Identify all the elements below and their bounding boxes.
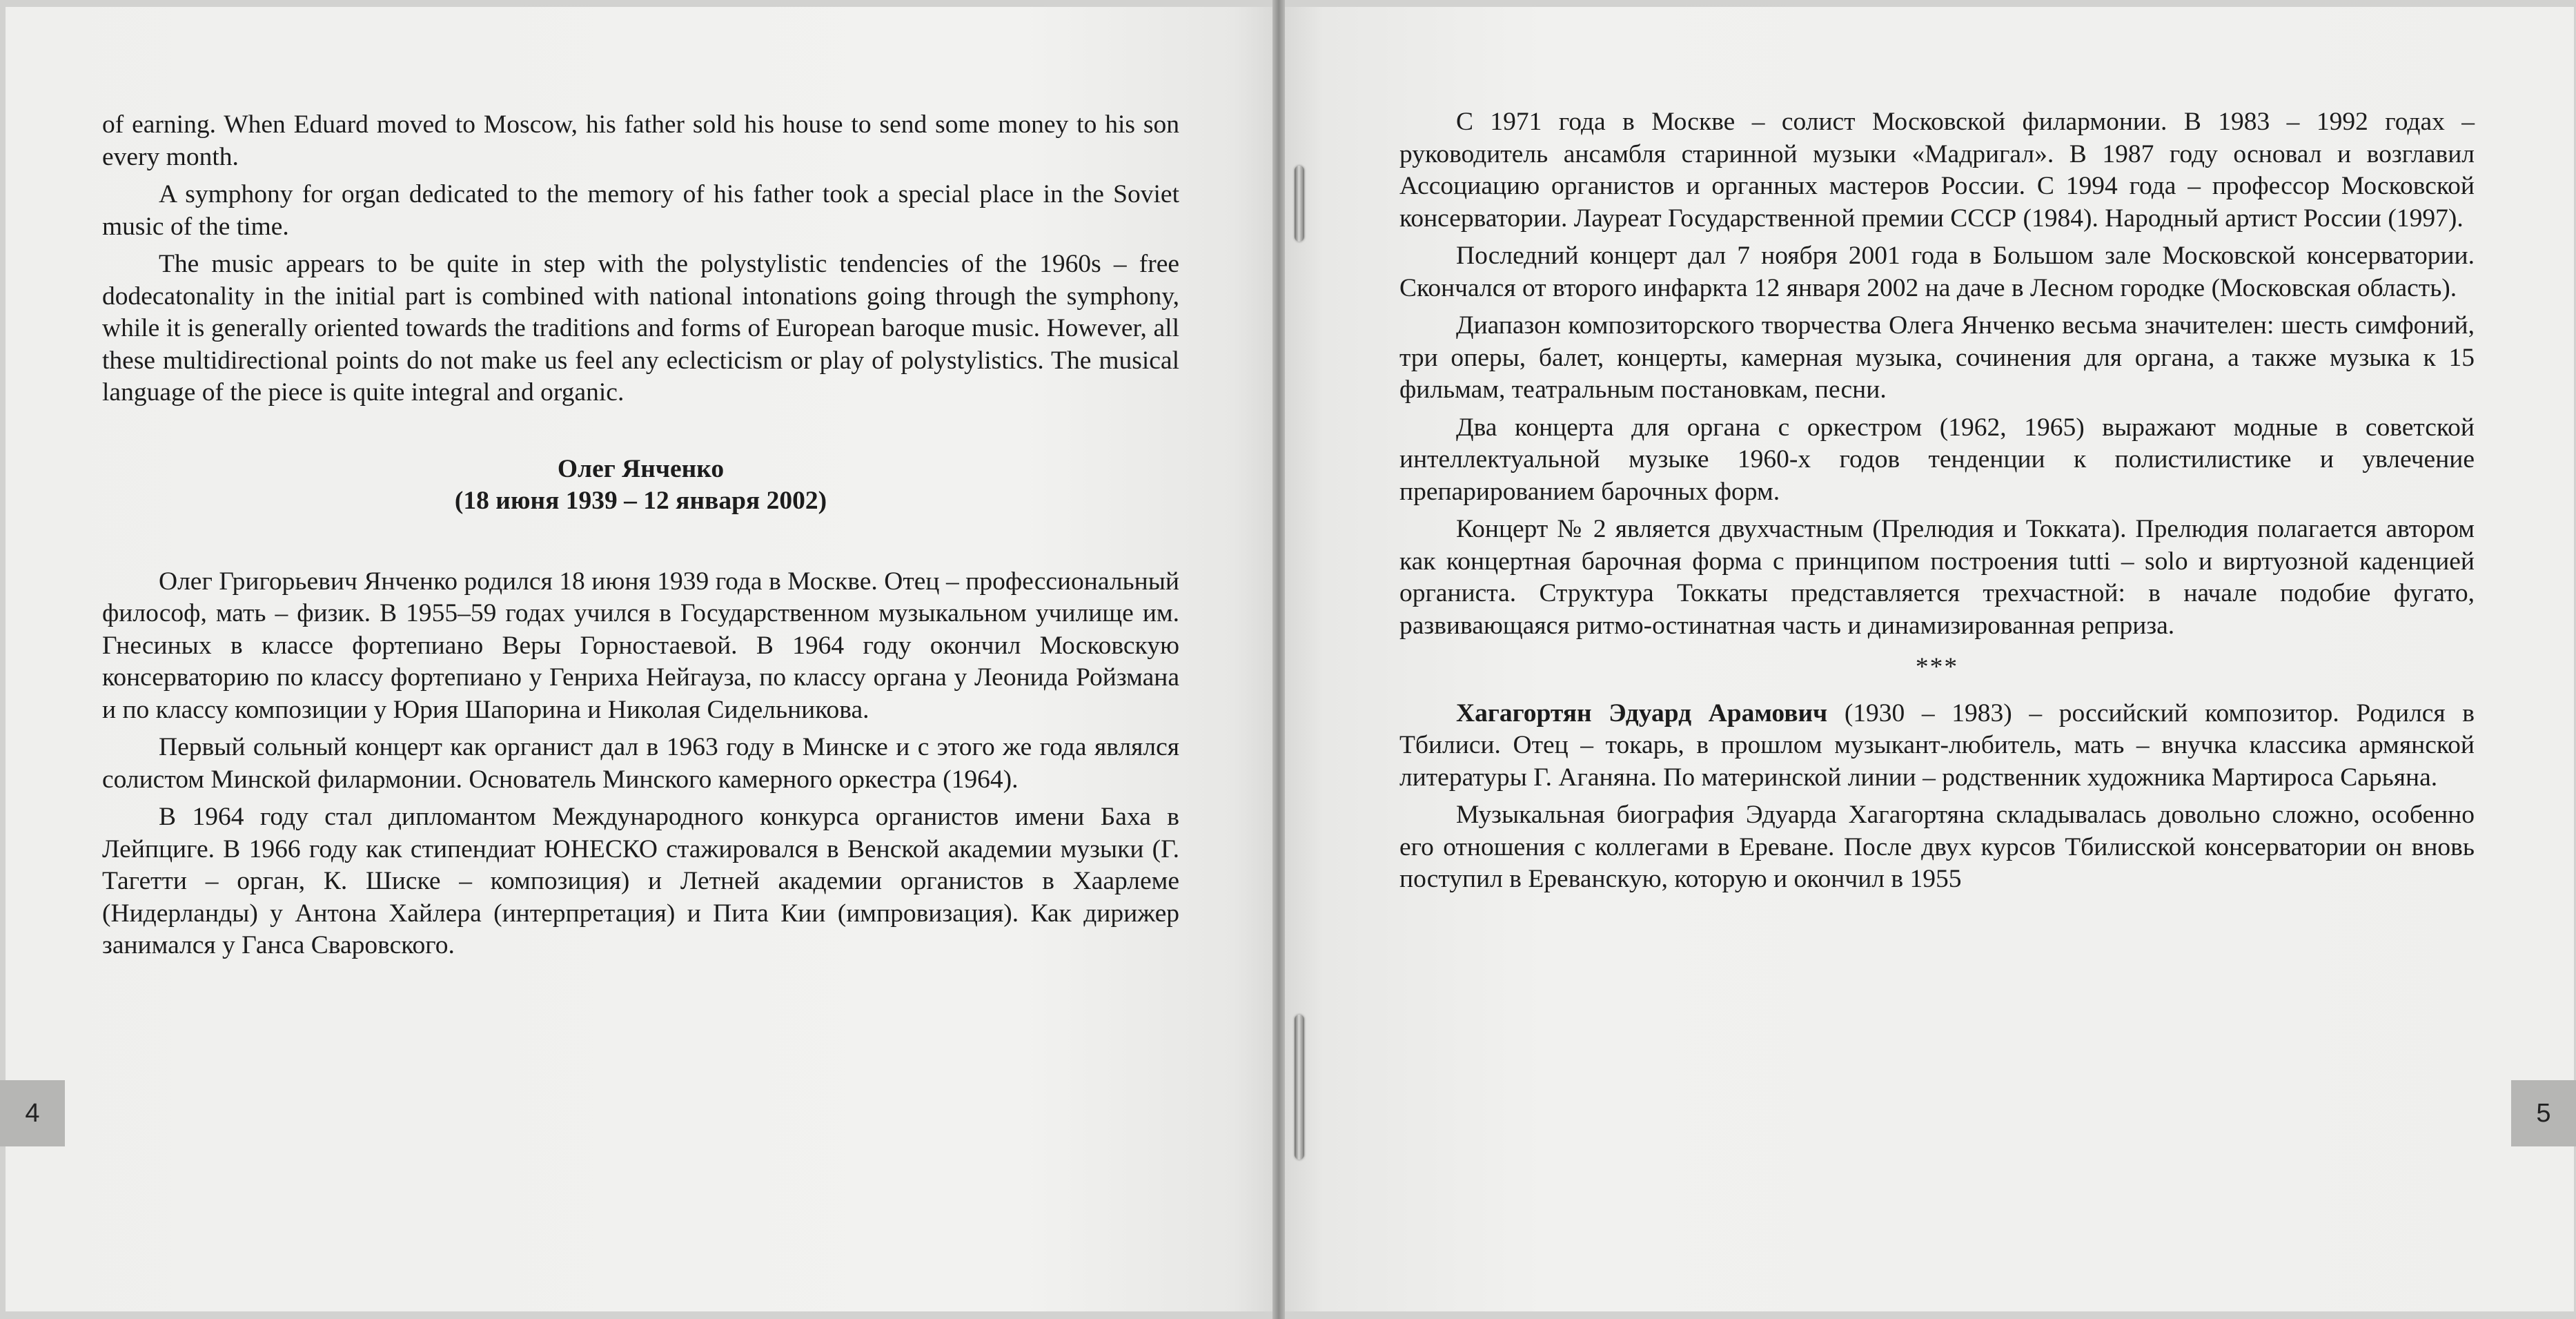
page-number-right: 5 [2511, 1080, 2576, 1146]
bio-text: (1930 – 1983) – российский композитор. Родился в Тбилиси. Отец – токарь, в прошлом музыкант-любитель, мать – внучка классика армянской литературы Г. Аганяна. По материнской линии – родственник художника Мартироса Сарьяна. [1399, 698, 2475, 792]
russian-paragraph: С 1971 года в Москве – солист Московской филармонии. В 1983 – 1992 годах – руководитель ансамбля старинной музыки «Мадригал». В 1987 году основал и возглавил Ассоциацию органистов и органных мастеров России. С 1994 года – профессор Московской консерватории. Лауреат Государственной премии СССР (1984). Народный артист России (1997). [1399, 108, 2475, 233]
russian-paragraph: Два концерта для органа с оркестром (1962, 1965) выражают модные в советской интеллектуальной музыке 1960-х годов тенденции к полистилистике и увлечение препарированием барочных форм. [1399, 413, 2475, 506]
english-paragraph: The music appears to be quite in step with the polystylistic tendencies of the 1960s – free dodecatonality in the initial part is combined with national intonations going through the symphony, while it is generally oriented towards the traditions and forms of European baroque music. However, all these multidirectional points do not make us feel any eclecticism or play of polystylistics. The musical language of the piece is quite integral and organic. [102, 250, 1179, 407]
bio-paragraph [1399, 698, 2475, 794]
booklet-gutter [1272, 0, 1285, 1319]
section-separator: *** [1915, 653, 1959, 681]
heading-name: Олег Янченко [557, 454, 725, 483]
right-page-text [1399, 106, 2475, 901]
russian-paragraph: Последний концерт дал 7 ноября 2001 года в Большом зале Московской консерватории. Скончался от второго инфаркта 12 января 2002 на даче в Лесном городке (Московская область). [1399, 242, 2475, 302]
russian-paragraph: В 1964 году стал дипломантом Международного конкурса органистов имени Баха в Лейпциге. В 1966 году как стипендиат ЮНЕСКО стажировался в Венской академии музыки (Г. Тагетти – орган, К. Шиске – композиция) и Летней академии органистов в Хаарлеме (Нидерланды) у Антона Хайлера (интерпретация) и Пита Кии (импровизация). Как дирижер занимался у Ганса Сваровского. [102, 803, 1179, 959]
staple-bottom [1295, 1015, 1304, 1160]
bio-name: Хагагортян Эдуард Арамович [1456, 698, 1828, 727]
russian-paragraph: Олег Григорьевич Янченко родился 18 июня 1939 года в Москве. Отец – профессиональный философ, мать – физик. В 1955–59 годах учился в Государственном музыкальном училище им. Гнесиных в классе фортепиано Веры Горностаевой. В 1964 году окончил Московскую консерваторию по классу фортепиано у Генриха Нейгауза, по классу органа у Леонида Ройзмана и по классу композиции у Юрия Шапорина и Николая Сидельникова. [102, 567, 1179, 724]
russian-paragraph: Диапазон композиторского творчества Олега Янченко весьма значителен: шесть симфоний, три оперы, балет, концерты, камерная музыка, сочинения для органа, а также музыка к 15 фильмам, театральным постановкам, песни. [1399, 311, 2475, 404]
heading-dates: (18 июня 1939 – 12 января 2002) [454, 487, 827, 515]
russian-paragraph: Музыкальная биография Эдуарда Хагагортяна складывалась довольно сложно, особенно его отношения с коллегами в Ереване. После двух курсов Тбилисской консерватории он вновь поступил в Ереванскую, которую и окончил в 1955 [1399, 801, 2475, 893]
section-heading [102, 453, 1179, 518]
page-number-left: 4 [0, 1080, 65, 1146]
russian-paragraph: Концерт № 2 является двухчастным (Прелюдия и Токката). Прелюдия полагается автором как концертная барочная форма с принципом построения tutti – solo и виртуозной каденцией органиста. Структура Токкаты представляется трехчастной: в начале подобие фугато, развивающаяся ритмо-остинатная часть и динамизированная реприза. [1399, 515, 2475, 640]
english-paragraph: of earning. When Eduard moved to Moscow, his father sold his house to send some money to his son every month. [102, 110, 1179, 171]
left-page-text [102, 109, 1179, 968]
russian-paragraph: Первый сольный концерт как органист дал в 1963 году в Минске и с этого же года являлся солистом Минской филармонии. Основатель Минского камерного оркестра (1964). [102, 733, 1179, 794]
english-paragraph: A symphony for organ dedicated to the memory of his father took a special place in the Soviet music of the time. [102, 180, 1179, 241]
staple-top [1295, 166, 1304, 242]
